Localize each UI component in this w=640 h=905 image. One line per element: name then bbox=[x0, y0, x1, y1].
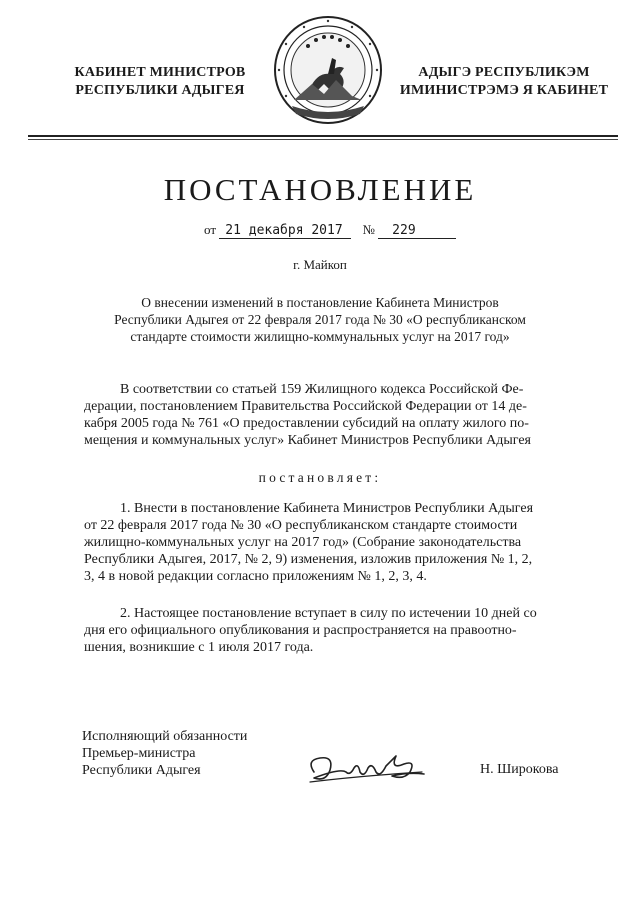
header-rule bbox=[28, 135, 618, 137]
document-number: 229 bbox=[378, 223, 456, 239]
text-line: жилищно-коммунальных услуг на 2017 год» (Собрание законодательства bbox=[84, 535, 522, 550]
document-date: 21 декабря 2017 bbox=[219, 223, 351, 239]
text-line: кабря 2005 года № 761 «О предоставлении субсидий на оплату жилого по- bbox=[84, 416, 529, 431]
preamble-paragraph bbox=[84, 381, 570, 449]
signatory-title bbox=[82, 728, 247, 779]
document-subject bbox=[60, 294, 580, 345]
document-type-title: ПОСТАНОВЛЕНИЕ bbox=[163, 172, 477, 207]
title-line: Исполняющий обязанности bbox=[82, 729, 248, 744]
issuer-name-russian bbox=[60, 64, 260, 100]
issuer-name-adyghe bbox=[392, 64, 616, 100]
text-line: мещения и коммунальных услуг» Кабинет Министров Республики Адыгея bbox=[84, 433, 531, 448]
date-prefix: от bbox=[204, 222, 217, 237]
text-line: дерации, постановлением Правительства Российской Федерации от 14 де- bbox=[84, 399, 527, 414]
issuer-line: КАБИНЕТ МИНИСТРОВ bbox=[74, 65, 246, 80]
handwritten-signature bbox=[300, 742, 430, 792]
issuer-line: ИМИНИСТРЭМЭ Я КАБИНЕТ bbox=[399, 83, 609, 98]
signatory-name: Н. Широкова bbox=[480, 762, 559, 777]
subject-line: стандарте стоимости жилищно-коммунальных услуг на 2017 год» bbox=[130, 329, 510, 344]
date-number-line bbox=[204, 222, 456, 239]
text-line: 1. Внести в постановление Кабинета Министров Республики Адыгея bbox=[120, 501, 534, 516]
text-line: дня его официального опубликования и распространяется на правоотно- bbox=[84, 623, 517, 638]
number-prefix: № bbox=[362, 222, 375, 237]
text-line: шения, возникшие с 1 июля 2017 года. bbox=[84, 640, 314, 655]
text-line: от 22 февраля 2017 года № 30 «О республиканском стандарте стоимости bbox=[84, 518, 518, 533]
text-line: 2. Настоящее постановление вступает в силу по истечении 10 дней со bbox=[120, 606, 537, 621]
text-line: Республики Адыгея, 2017, № 2, 9) изменения, изложив приложения № 1, 2, bbox=[84, 552, 533, 567]
text-line: 3, 4 в новой редакции согласно приложениям № 1, 2, 3, 4. bbox=[84, 569, 427, 584]
city: г. Майкоп bbox=[293, 257, 347, 272]
subject-line: Республики Адыгея от 22 февраля 2017 года № 30 «О республиканском bbox=[114, 312, 526, 327]
issuer-line: АДЫГЭ РЕСПУБЛИКЭМ bbox=[418, 65, 590, 80]
decree-word: постановляет: bbox=[258, 470, 382, 485]
item-1-paragraph bbox=[84, 500, 570, 585]
title-line: Республики Адыгея bbox=[82, 763, 201, 778]
item-2-paragraph bbox=[84, 605, 570, 656]
coat-of-arms-icon bbox=[272, 14, 384, 126]
text-line: В соответствии со статьей 159 Жилищного кодекса Российской Фе- bbox=[120, 382, 524, 397]
header-rule-thin bbox=[28, 139, 618, 140]
title-line: Премьер-министра bbox=[82, 746, 196, 761]
subject-line: О внесении изменений в постановление Кабинета Министров bbox=[141, 295, 499, 310]
issuer-line: РЕСПУБЛИКИ АДЫГЕЯ bbox=[75, 83, 245, 98]
